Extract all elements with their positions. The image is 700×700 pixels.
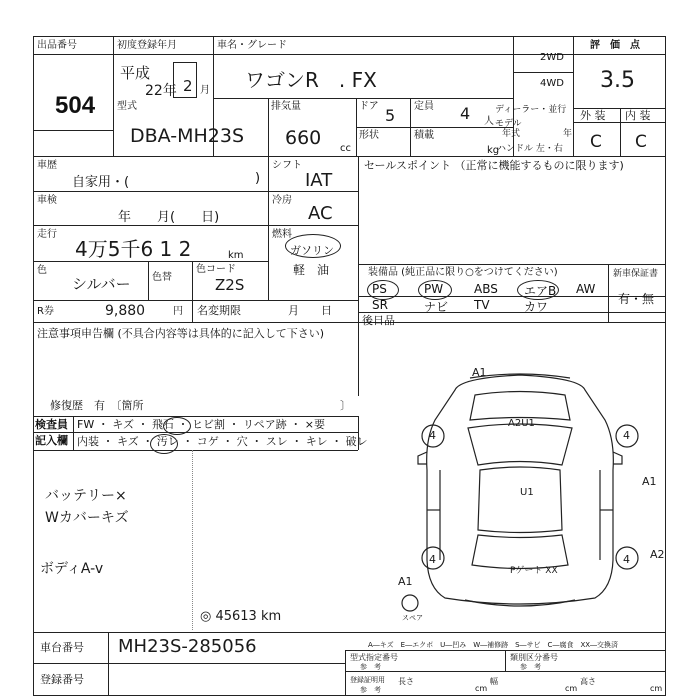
- inspector-label1: 検査員: [35, 418, 68, 431]
- mileage-value: 4万5千6 1 2: [75, 237, 192, 261]
- ref3-label: 参 考: [360, 686, 381, 694]
- repair-label: 修復歴 有 〔箇所: [50, 399, 144, 412]
- score-value: 3.5: [600, 68, 635, 93]
- lot-number: 504: [55, 92, 96, 119]
- kg-unit: kg: [487, 145, 500, 156]
- equipment-row1-4: AW: [576, 282, 596, 296]
- equipment-row2-3: カワ: [524, 300, 549, 314]
- mileage-label: 走行: [37, 229, 57, 240]
- inspection-label: 車検: [37, 195, 57, 206]
- load-label: 積載: [414, 130, 434, 141]
- model-year-label1: モデル: [495, 119, 522, 129]
- mark-windshield: A2U1: [508, 418, 535, 429]
- tire-rear-left: 4: [429, 553, 436, 566]
- yen-unit: 円: [173, 306, 183, 317]
- color-value: シルバー: [72, 275, 131, 293]
- registration-label: 登録番号: [40, 673, 84, 686]
- sales-point-label: セールスポイント （正常に機能するものに限ります): [364, 159, 624, 172]
- shift-label: シフト: [272, 160, 302, 171]
- shape-label: 形状: [359, 130, 379, 141]
- color-code-value: Z2S: [215, 276, 245, 294]
- color-change-label: 色替: [152, 272, 172, 283]
- width-cm: cm: [565, 684, 578, 693]
- seats-label: 定員: [414, 101, 434, 112]
- model-value: DBA-MH23S: [130, 125, 245, 147]
- km-unit: km: [228, 250, 244, 261]
- lot-label: 出品番号: [37, 40, 77, 51]
- legend: A―キズ E―エクボ U―凹み W―補修跡 S―サビ C―腐食 XX―交換済: [368, 641, 619, 649]
- type-cert-label: 型式指定番号: [350, 653, 398, 662]
- category-label: 類別区分番号: [510, 653, 558, 662]
- displacement-value: 660: [285, 127, 322, 149]
- odometer-note: ◎ 45613 km: [200, 609, 282, 624]
- equipment-row2-1: ナビ: [424, 300, 449, 314]
- chassis-label: 車台番号: [40, 641, 84, 654]
- height-label: 高さ: [580, 677, 596, 686]
- color-code-label: 色コード: [196, 264, 236, 275]
- chassis-value: MH23S-285056: [118, 636, 257, 657]
- note-wcover: Wカバーキズ: [45, 510, 129, 526]
- tire-front-right: 4: [623, 429, 630, 442]
- equipment-row2-0: SR: [372, 298, 388, 312]
- recycle-value: 9,880: [105, 303, 146, 319]
- equipment-row2-2: TV: [474, 298, 490, 312]
- usage-value: 自家用・(: [72, 175, 130, 190]
- equipment-row1-0: PS: [372, 282, 387, 296]
- spare-label: スペア: [402, 614, 423, 622]
- fuel-gas: ガソリン: [290, 244, 334, 257]
- reg-month: 2: [183, 77, 193, 95]
- reg-year: 22年: [145, 83, 177, 99]
- interior-grade: C: [635, 132, 647, 152]
- stain-circle: [150, 434, 178, 454]
- warranty-label: 新車保証書: [613, 269, 659, 279]
- inspector-row2: 内装 ・ キズ ・ 汚レ ・ コゲ ・ 穴 ・ スレ ・ キレ ・ 破レ: [77, 435, 368, 448]
- inspector-row1: FW ・ キズ ・ 飛石 ・ ヒビ割 ・ リペア跡 ・ ×要: [77, 418, 325, 431]
- recycle-label: R券: [37, 306, 54, 317]
- ac-label: 冷房: [272, 195, 292, 206]
- length-cm: cm: [475, 684, 488, 693]
- mark-right-rear: A2: [650, 548, 665, 561]
- tire-rear-right: 4: [623, 553, 630, 566]
- doors-value: 5: [385, 106, 396, 125]
- equipment-row1-2: ABS: [474, 282, 498, 296]
- fuel-label: 燃料: [272, 229, 292, 240]
- exterior-label: 外 装: [580, 109, 606, 122]
- note-battery: バッテリー×: [45, 488, 127, 504]
- ref2-label: 参 考: [520, 663, 541, 671]
- warranty-value: 有・無: [618, 292, 655, 306]
- car-name: ワゴンR . FX: [245, 68, 377, 92]
- mark-front-bumper: A1: [472, 366, 487, 379]
- usage-label: 車歴: [37, 160, 57, 171]
- displacement-label: 排気量: [271, 101, 301, 112]
- era: 平成: [120, 64, 151, 82]
- rear-gate-note: Pゲート XX: [510, 566, 558, 576]
- equipment-label: 装備品 (純正品に限り○をつけてください): [368, 267, 558, 278]
- height-cm: cm: [650, 684, 663, 693]
- inspector-label2: 記入欄: [35, 434, 68, 447]
- equipment-row1-3: エアB: [524, 284, 557, 298]
- doors-label: ドア: [359, 101, 379, 112]
- ac-value: AC: [308, 203, 333, 224]
- color-label: 色: [37, 265, 47, 276]
- name-change-label: 名変期限: [197, 304, 241, 317]
- mark-right-side: A1: [642, 475, 657, 488]
- mark-left-rear: A1: [398, 575, 413, 588]
- equipment-row1-1: PW: [424, 282, 444, 296]
- first-reg-label: 初度登録年月: [117, 40, 177, 51]
- dealer-label: ディーラー・並行: [495, 105, 567, 115]
- seats-unit: 人: [484, 116, 494, 127]
- seats-value: 4: [460, 104, 471, 123]
- drive-2wd: 2WD: [540, 52, 564, 63]
- fuel-gas-circle: [285, 234, 341, 258]
- repair-close: 〕: [340, 399, 351, 412]
- ref1-label: 参 考: [360, 663, 381, 671]
- reg-cert-label: 登録証明用: [350, 676, 385, 684]
- width-label: 幅: [490, 677, 498, 686]
- month-unit: 月: [200, 85, 210, 96]
- tire-front-left: 4: [429, 429, 436, 442]
- cc-unit: cc: [340, 143, 351, 154]
- model-label: 型式: [117, 101, 137, 112]
- rear-seat-label: 後日品: [362, 314, 395, 327]
- usage-close: ): [255, 171, 261, 186]
- handle-label: ハンドル 左・右: [497, 144, 563, 154]
- inspection-value: 年 月( 日): [118, 210, 220, 225]
- name-change-value: 月 日: [288, 304, 332, 317]
- interior-label: 内 装: [625, 109, 651, 122]
- length-label: 長さ: [398, 677, 414, 686]
- drive-4wd: 4WD: [540, 78, 564, 89]
- shift-value: IAT: [305, 170, 333, 191]
- fuel-diesel: 軽 油: [293, 263, 330, 277]
- year-unit: 年: [563, 129, 573, 139]
- model-year-label2: 年式: [502, 129, 521, 139]
- notes-label: 注意事項申告欄 (不具合内容等は具体的に記入して下さい): [37, 327, 325, 340]
- chip-circle: [163, 417, 191, 435]
- note-body: ボディA-v: [40, 561, 104, 577]
- mark-roof: U1: [520, 487, 534, 498]
- score-label: 評 価 点: [590, 40, 640, 51]
- exterior-grade: C: [590, 132, 602, 152]
- car-label: 車名・グレード: [217, 40, 287, 51]
